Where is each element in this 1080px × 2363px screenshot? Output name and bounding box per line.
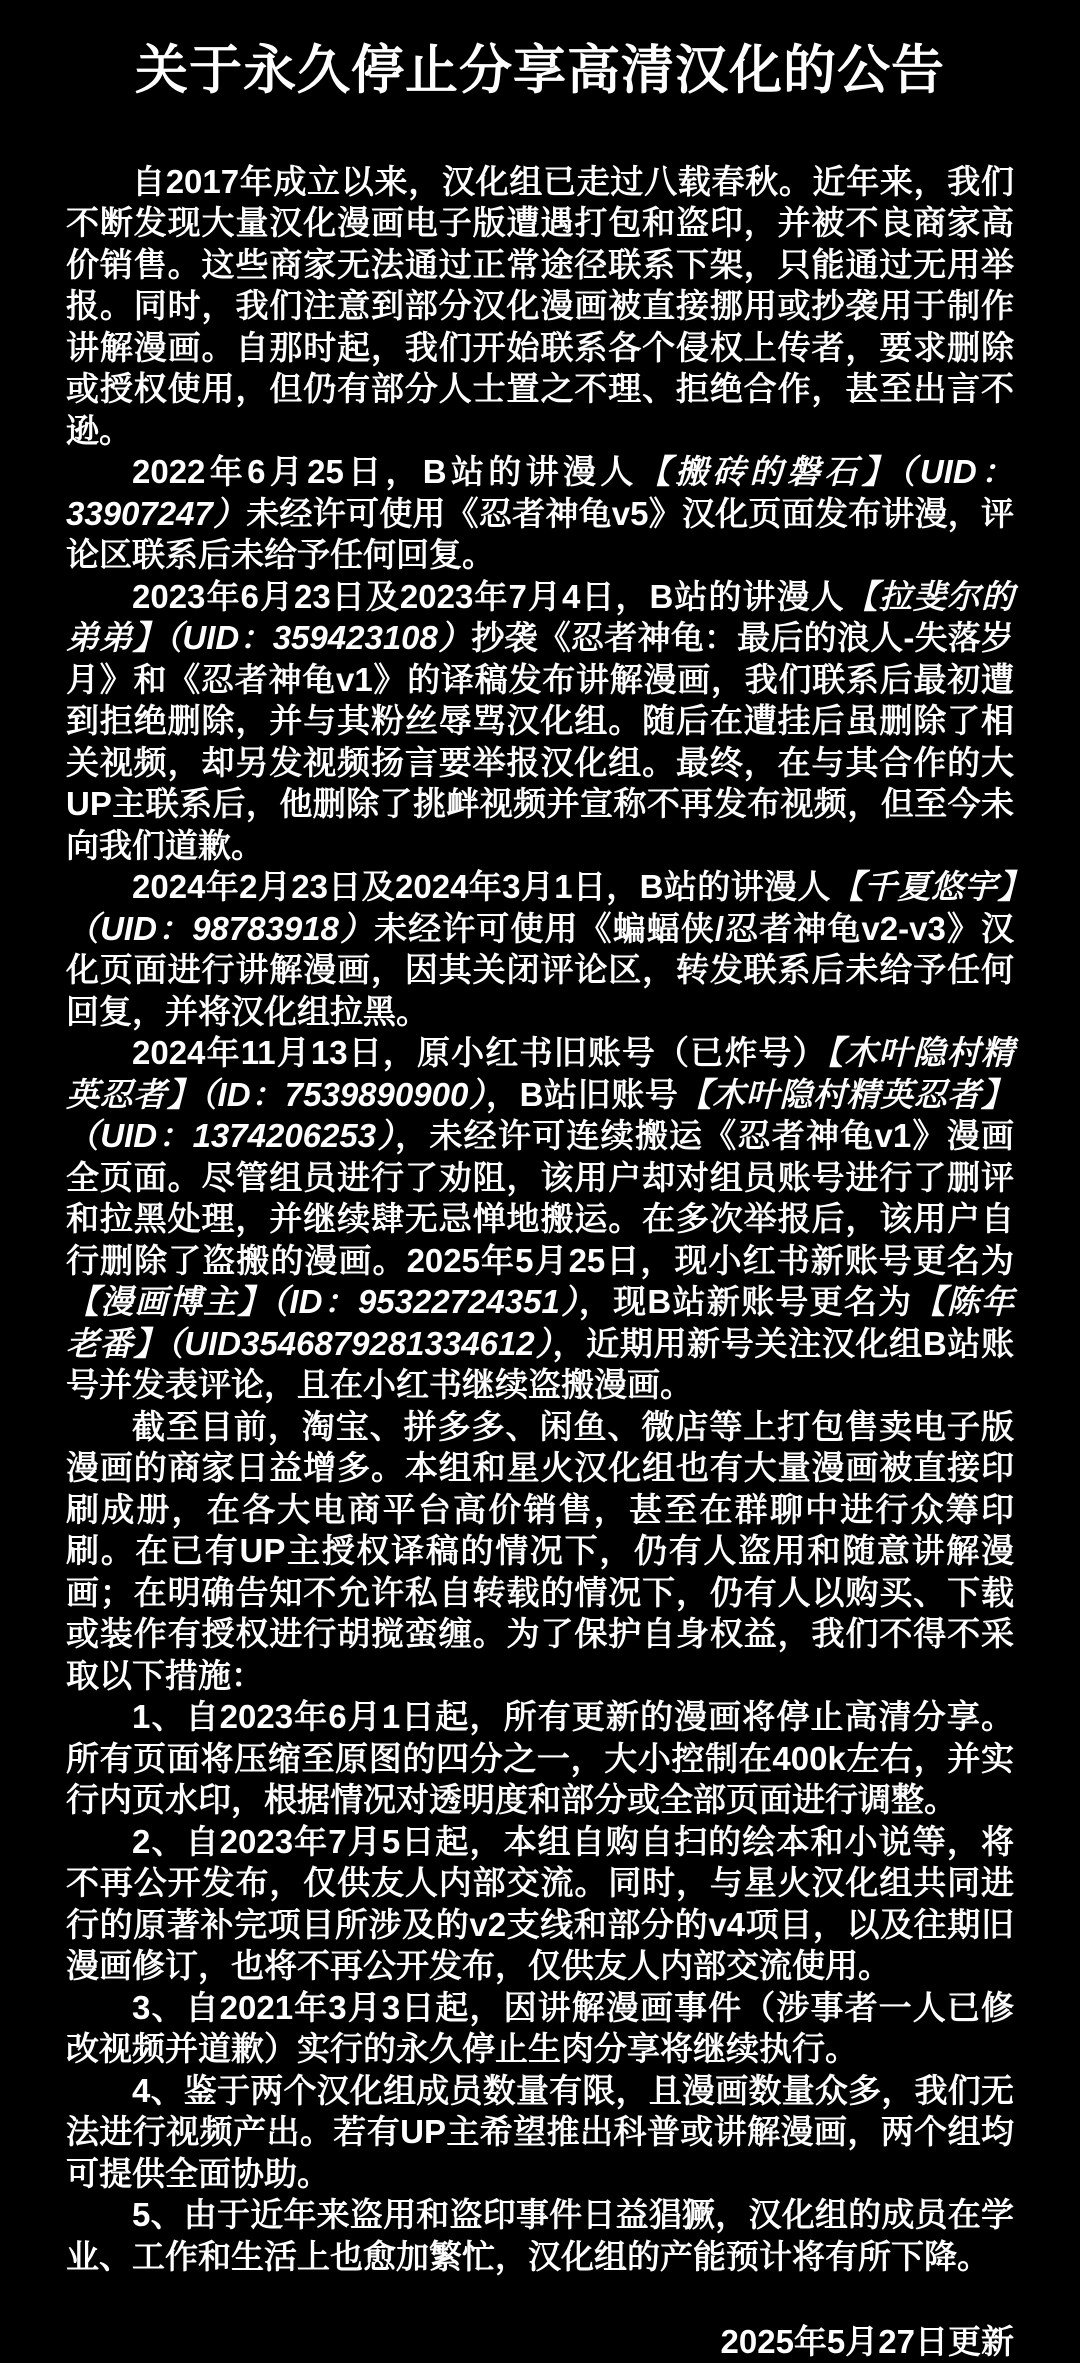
text-segment: 5、由于近年来盗用和盗印事件日益猖獗，汉化组的成员在学业、工作和生活上也愈加繁忙，汉化组的产能预计将有所下降。: [66, 2196, 1014, 2275]
text-segment: 2、自2023年7月5日起，本组自购自扫的绘本和小说等，将不再公开发布，仅供友人内部交流。同时，与星火汉化组共同进行的原著补完项目所涉及的v2支线和部分的v4项目，以及往期旧漫画修订，也将不再公开发布，仅供友人内部交流使用。: [66, 1822, 1014, 1985]
text-segment: 2024年2月23日及2024年3月1日，B站的讲漫人: [132, 868, 831, 906]
paragraph-4: [66, 866, 1014, 1032]
text-segment: ，未经许可连续搬运《忍者神龟v1》漫画全页面。尽管组员进行了劝阻，该用户却对组员账号进行了删评和拉黑处理，并继续肆无忌惮地搬运。在多次举报后，该用户自行删除了盗搬的漫画。2025年5月25日，现小红书新账号更名为: [66, 1117, 1014, 1279]
text-segment: 2023年6月23日及2023年7月4日，B站的讲漫人: [132, 577, 845, 615]
highlighted-account-name: 【千夏悠宇】（UID：98783918）: [66, 868, 1015, 947]
highlighted-account-name: 【木叶隐村精英忍者】（ID：7539890900）: [66, 1034, 1014, 1113]
text-segment: 抄袭《忍者神龟：最后的浪人-失落岁月》和《忍者神龟v1》的译稿发布讲解漫画，我们联系后最初遭到拒绝删除，并与其粉丝辱骂汉化组。随后在遭挂后虽删除了相关视频，却另发视频扬言要举报汉化组。最终，在与其合作的大UP主联系后，他删除了挑衅视频并宣称不再发布视频，但至今未向我们道歉。: [66, 619, 1014, 864]
highlighted-account-name: 【木叶隐村精英忍者】（UID：1374206253）: [66, 1075, 1014, 1155]
paragraph-8: [66, 1821, 1014, 1987]
paragraph-5: [66, 1032, 1014, 1406]
text-segment: ，B站旧账号: [486, 1075, 679, 1113]
text-segment: ，近期用新号关注汉化组B站账号并发表评论，且在小红书继续盗搬漫画。: [66, 1324, 1014, 1404]
paragraph-6: [66, 1406, 1014, 1697]
page-title: 关于永久停止分享高清汉化的公告: [135, 41, 945, 100]
paragraph-9: [66, 1987, 1014, 2070]
text-segment: 未经许可使用《忍者神龟v5》汉化页面发布讲漫，评论区联系后未给予任何回复。: [66, 494, 1014, 574]
text-segment: 1、自2023年6月1日起，所有更新的漫画将停止高清分享。所有页面将压缩至原图的四分之一，大小控制在400k左右，并实行内页水印，根据情况对透明度和部分或全部页面进行调整。: [66, 1698, 1014, 1819]
highlighted-account-name: 【陈年老番】（UID3546879281334612）: [66, 1283, 1014, 1362]
paragraph-7: [66, 1696, 1014, 1821]
text-segment: ，现B站新账号更名为: [578, 1283, 913, 1321]
highlighted-account-name: 【拉斐尔的弟弟】（UID：359423108）: [66, 577, 1015, 657]
highlighted-account-name: 【搬砖的磐石】（UID：33907247）: [66, 453, 1014, 532]
text-segment: 2022年6月25日，B站的讲漫人: [132, 453, 638, 491]
update-date: 2025年5月27日更新: [720, 2323, 1014, 2361]
text-segment: 截至目前，淘宝、拼多多、闲鱼、微店等上打包售卖电子版漫画的商家日益增多。本组和星火汉化组也有大量漫画被直接印刷成册，在各大电商平台高价销售，甚至在群聊中进行众筹印刷。在已有UP主授权译稿的情况下，仍有人盗用和随意讲解漫画；在明确告知不允许私自转载的情况下，仍有人以购买、下载或装作有授权进行胡搅蛮缠。为了保护自身权益，我们不得不采取以下措施：: [66, 1407, 1014, 1694]
text-segment: 自2017年成立以来，汉化组已走过八载春秋。近年来，我们不断发现大量汉化漫画电子版遭遇打包和盗印，并被不良商家高价销售。这些商家无法通过正常途径联系下架，只能通过无用举报。同时，我们注意到部分汉化漫画被直接挪用或抄袭用于制作讲解漫画。自那时起，我们开始联系各个侵权上传者，要求删除或授权使用，但仍有部分人士置之不理、拒绝合作，甚至出言不逊。: [66, 162, 1014, 449]
paragraph-10: [66, 2070, 1014, 2195]
text-segment: 3、自2021年3月3日起，因讲解漫画事件（涉事者一人已修改视频并道歉）实行的永久停止生肉分享将继续执行。: [66, 1988, 1014, 2068]
text-segment: 2024年11月13日，原小红书旧账号（已炸号）: [132, 1034, 827, 1072]
announcement-body: [66, 161, 1014, 2278]
paragraph-2: [66, 451, 1014, 576]
text-segment: 未经许可使用《蝙蝠侠/忍者神龟v2-v3》汉化页面进行讲解漫画，因其关闭评论区，转发联系后未给予任何回复，并将汉化组拉黑。: [66, 909, 1014, 1030]
paragraph-3: [66, 576, 1014, 867]
highlighted-account-name: 【漫画博主】（ID：95322724351）: [66, 1283, 579, 1321]
paragraph-1: [66, 161, 1014, 452]
text-segment: 4、鉴于两个汉化组成员数量有限，且漫画数量众多，我们无法进行视频产出。若有UP主希望推出科普或讲解漫画，两个组均可提供全面协助。: [66, 2071, 1014, 2192]
paragraph-11: [66, 2194, 1014, 2277]
